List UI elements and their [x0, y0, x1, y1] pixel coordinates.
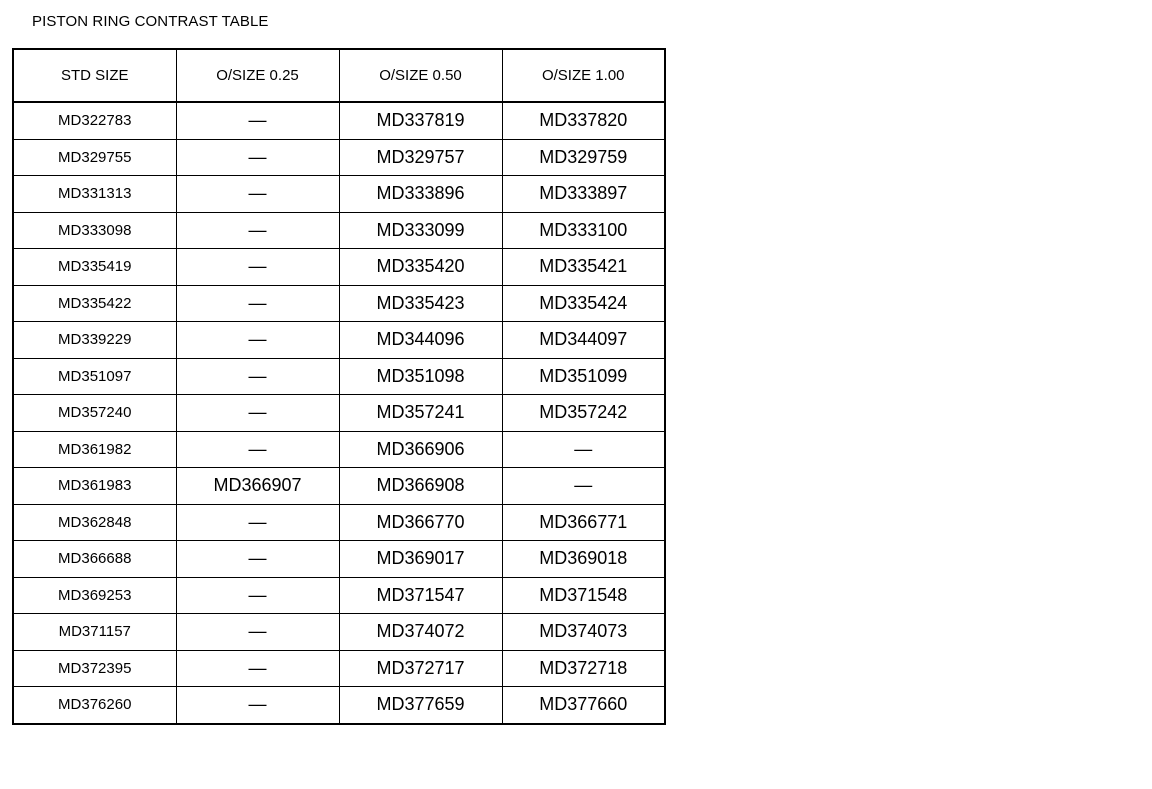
oversize-050-cell: MD337819 [339, 102, 502, 139]
oversize-025-cell: — [176, 395, 339, 432]
std-size-cell: MD361983 [13, 468, 176, 505]
table-row [13, 285, 665, 322]
oversize-050-cell: MD371547 [339, 577, 502, 614]
table-row [13, 504, 665, 541]
oversize-050-cell: MD366908 [339, 468, 502, 505]
oversize-050-cell: MD377659 [339, 687, 502, 724]
oversize-025-cell: MD366907 [176, 468, 339, 505]
oversize-050-cell: MD333896 [339, 176, 502, 213]
oversize-100-cell: — [502, 468, 665, 505]
oversize-100-cell: MD333897 [502, 176, 665, 213]
table-row [13, 322, 665, 359]
oversize-100-cell: MD377660 [502, 687, 665, 724]
std-size-cell: MD351097 [13, 358, 176, 395]
oversize-025-cell: — [176, 285, 339, 322]
oversize-025-cell: — [176, 212, 339, 249]
oversize-025-cell: — [176, 687, 339, 724]
table-row [13, 541, 665, 578]
oversize-100-cell: MD372718 [502, 650, 665, 687]
table-row [13, 650, 665, 687]
oversize-050-cell: MD344096 [339, 322, 502, 359]
oversize-025-cell: — [176, 541, 339, 578]
oversize-100-cell: MD335421 [502, 249, 665, 286]
oversize-025-cell: — [176, 322, 339, 359]
std-size-cell: MD335422 [13, 285, 176, 322]
oversize-100-cell: MD351099 [502, 358, 665, 395]
oversize-050-cell: MD374072 [339, 614, 502, 651]
oversize-025-cell: — [176, 139, 339, 176]
oversize-050-cell: MD333099 [339, 212, 502, 249]
std-size-cell: MD371157 [13, 614, 176, 651]
oversize-100-cell: MD329759 [502, 139, 665, 176]
page-title: PISTON RING CONTRAST TABLE [32, 13, 269, 30]
std-size-cell: MD335419 [13, 249, 176, 286]
table-row [13, 139, 665, 176]
column-header-oversize-050: O/SIZE 0.50 [339, 49, 502, 102]
std-size-cell: MD361982 [13, 431, 176, 468]
oversize-100-cell: MD357242 [502, 395, 665, 432]
oversize-100-cell: MD333100 [502, 212, 665, 249]
oversize-050-cell: MD366906 [339, 431, 502, 468]
table-row [13, 468, 665, 505]
oversize-100-cell: MD337820 [502, 102, 665, 139]
oversize-025-cell: — [176, 504, 339, 541]
oversize-100-cell: MD371548 [502, 577, 665, 614]
oversize-050-cell: MD366770 [339, 504, 502, 541]
oversize-100-cell: MD335424 [502, 285, 665, 322]
table-row [13, 395, 665, 432]
std-size-cell: MD322783 [13, 102, 176, 139]
oversize-025-cell: — [176, 249, 339, 286]
table-row [13, 212, 665, 249]
std-size-cell: MD372395 [13, 650, 176, 687]
oversize-050-cell: MD351098 [339, 358, 502, 395]
std-size-cell: MD369253 [13, 577, 176, 614]
std-size-cell: MD366688 [13, 541, 176, 578]
column-header-std-size: STD SIZE [13, 49, 176, 102]
std-size-cell: MD357240 [13, 395, 176, 432]
oversize-025-cell: — [176, 431, 339, 468]
std-size-cell: MD331313 [13, 176, 176, 213]
table-row [13, 358, 665, 395]
oversize-025-cell: — [176, 614, 339, 651]
oversize-025-cell: — [176, 176, 339, 213]
column-header-oversize-100: O/SIZE 1.00 [502, 49, 665, 102]
oversize-025-cell: — [176, 358, 339, 395]
oversize-025-cell: — [176, 577, 339, 614]
table-row [13, 249, 665, 286]
oversize-100-cell: MD369018 [502, 541, 665, 578]
std-size-cell: MD362848 [13, 504, 176, 541]
oversize-100-cell: MD344097 [502, 322, 665, 359]
oversize-050-cell: MD335420 [339, 249, 502, 286]
oversize-050-cell: MD357241 [339, 395, 502, 432]
table-row [13, 102, 665, 139]
column-header-oversize-025: O/SIZE 0.25 [176, 49, 339, 102]
table-header-row [13, 49, 665, 102]
std-size-cell: MD333098 [13, 212, 176, 249]
table-row [13, 687, 665, 724]
oversize-050-cell: MD329757 [339, 139, 502, 176]
oversize-050-cell: MD335423 [339, 285, 502, 322]
oversize-050-cell: MD372717 [339, 650, 502, 687]
std-size-cell: MD339229 [13, 322, 176, 359]
table-row [13, 614, 665, 651]
oversize-050-cell: MD369017 [339, 541, 502, 578]
oversize-100-cell: — [502, 431, 665, 468]
oversize-100-cell: MD366771 [502, 504, 665, 541]
table-row [13, 176, 665, 213]
oversize-025-cell: — [176, 102, 339, 139]
oversize-025-cell: — [176, 650, 339, 687]
piston-ring-contrast-table [12, 48, 666, 725]
std-size-cell: MD329755 [13, 139, 176, 176]
table-row [13, 431, 665, 468]
std-size-cell: MD376260 [13, 687, 176, 724]
oversize-100-cell: MD374073 [502, 614, 665, 651]
table-row [13, 577, 665, 614]
